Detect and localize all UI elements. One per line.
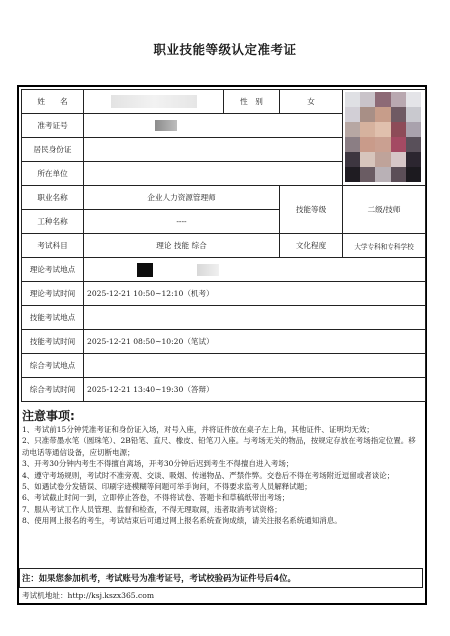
theory-location-value bbox=[84, 258, 426, 282]
notes-title: 注意事项: bbox=[22, 409, 75, 423]
notes-list bbox=[22, 424, 422, 527]
theory-location-label: 理论考试地点 bbox=[22, 258, 84, 282]
occupation-label: 职业名称 bbox=[22, 186, 84, 210]
theory-time-label: 理论考试时间 bbox=[22, 282, 84, 306]
theory-location-redaction-dark bbox=[137, 263, 153, 277]
ticket-number-redaction bbox=[155, 120, 177, 131]
occupation-value: 企业人力资源管理师 bbox=[84, 186, 280, 210]
exam-subject-value: 理论 技能 综合 bbox=[84, 234, 280, 258]
exam-address: 考试机地址：http://ksj.kszx365.com bbox=[22, 591, 155, 600]
comprehensive-location-value bbox=[84, 354, 426, 378]
comprehensive-time-value: 2025-12-21 13:40~19:30（答辩） bbox=[84, 378, 426, 402]
work-unit-label: 所在单位 bbox=[22, 162, 84, 186]
id-card-label: 居民身份证 bbox=[22, 138, 84, 162]
exam-subject-label: 考试科目 bbox=[22, 234, 84, 258]
skill-level-label: 技能等级 bbox=[280, 186, 343, 234]
candidate-photo bbox=[345, 92, 421, 182]
note-item: 2、只准带墨水笔（圆珠笔）、2B铅笔、直尺、橡皮、铅笔刀入座。与考场无关的物品，按规定存放在考场指定位置。移动电话等通信设备，应切断电源； bbox=[22, 436, 416, 457]
ticket-number-value bbox=[84, 114, 343, 138]
note-item: 1、考试前15分钟凭准考证和身份证入场，对号入座，并将证件放在桌子左上角，其他证件、证明均无效； bbox=[22, 425, 374, 434]
comprehensive-location-label: 综合考试地点 bbox=[22, 354, 84, 378]
skill-location-label: 技能考试地点 bbox=[22, 306, 84, 330]
note-item: 8、使用网上报名的考生，考试结束后可通过网上报名系统查询成绩，请关注报名系统通知消息。 bbox=[22, 516, 342, 526]
skill-location-value bbox=[84, 306, 426, 330]
skill-time-value: 2025-12-21 08:50~10:20（笔试） bbox=[84, 330, 426, 354]
note-item: 6、考试截止时间一到，立即停止答卷，不得将试卷、答题卡和草稿纸带出考场； bbox=[22, 493, 290, 503]
education-value: 大学专科和专科学校 bbox=[343, 234, 426, 258]
ticket-number-label: 准考证号 bbox=[22, 114, 84, 138]
note-item: 7、服从考试工作人员管理、监督和检查，不得无理取闹，违者取消考试资格； bbox=[22, 504, 282, 514]
name-redaction bbox=[111, 95, 197, 108]
note-item: 5、如遇试卷分发错误、印刷字迹模糊等问题可举手询问，不得要求监考人员解释试题； bbox=[22, 482, 312, 492]
note-item: 3、开考30分钟内考生不得擅自离场，开考30分钟后迟到考生不得擅自进入考场； bbox=[22, 459, 294, 469]
job-type-label: 工种名称 bbox=[22, 210, 84, 234]
name-label: 姓 名 bbox=[22, 90, 84, 114]
theory-time-value: 2025-12-21 10:50~12:10（机考） bbox=[84, 282, 426, 306]
gender-value: 女 bbox=[280, 90, 343, 114]
id-card-value bbox=[84, 138, 343, 162]
photo-cell bbox=[343, 90, 426, 186]
note-item: 4、遵守考场规则，考试时不准旁观、交谈、吸烟、传递物品、严禁作弊。交卷后不得在考场附近逗留或者谈论； bbox=[22, 470, 395, 480]
theory-location-redaction-light bbox=[197, 264, 219, 276]
name-value bbox=[84, 90, 224, 114]
skill-level-value: 二级/技师 bbox=[343, 186, 426, 234]
page-title: 职业技能等级认定准考证 bbox=[153, 42, 297, 57]
skill-time-label: 技能考试时间 bbox=[22, 330, 84, 354]
comprehensive-time-label: 综合考试时间 bbox=[22, 378, 84, 402]
gender-label: 性 别 bbox=[224, 90, 280, 114]
job-type-value: ---- bbox=[84, 210, 280, 234]
candidate-info-table bbox=[21, 89, 426, 402]
machine-exam-tip: 注：如果您参加机考，考试账号为准考证号，考试校验码为证件号后4位。 bbox=[19, 568, 423, 588]
work-unit-value bbox=[84, 162, 343, 186]
education-label: 文化程度 bbox=[280, 234, 343, 258]
